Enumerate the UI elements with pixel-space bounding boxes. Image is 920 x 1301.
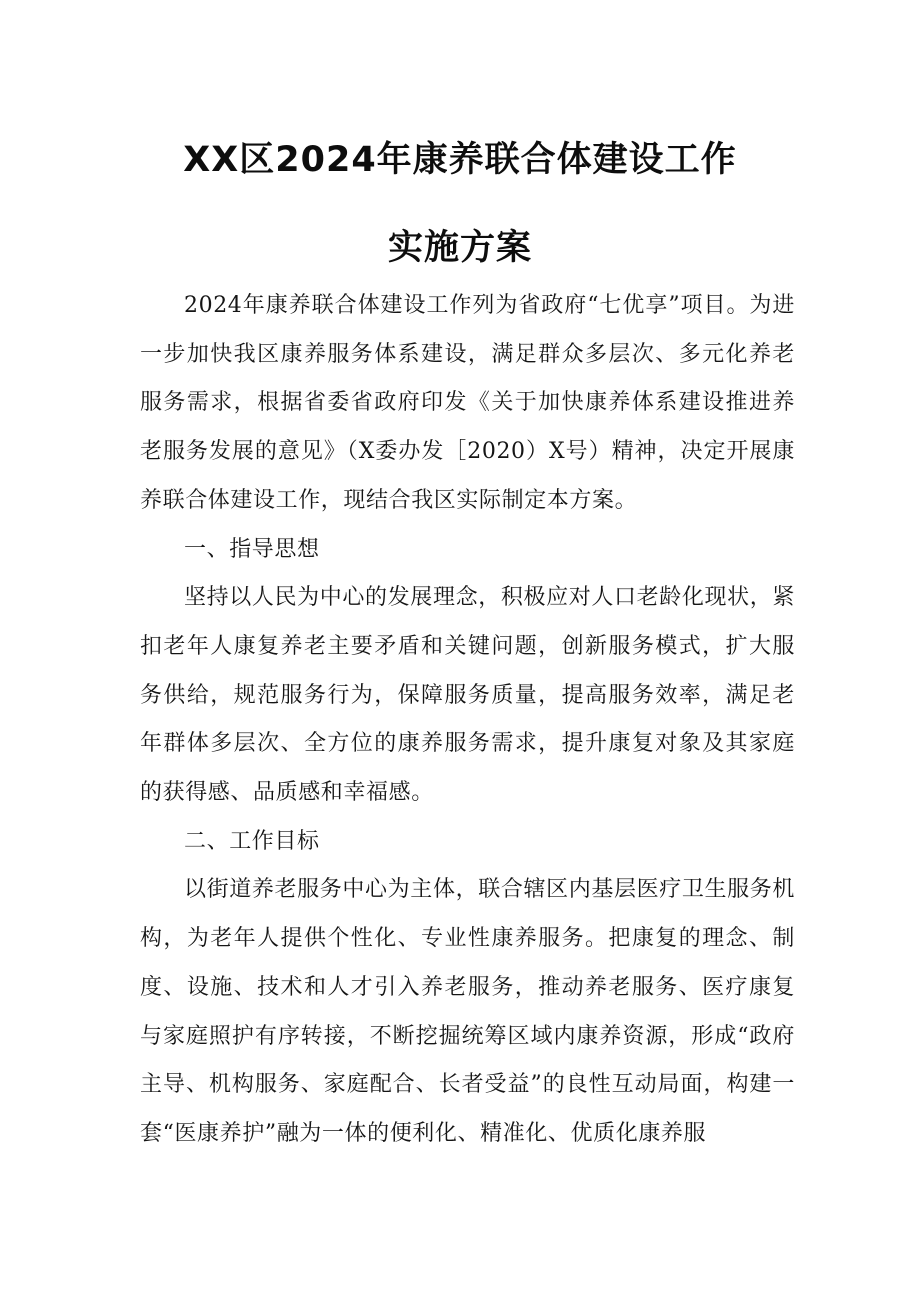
document-title-line-2: 实施方案 (387, 228, 532, 268)
section-paragraph-work-goals: 以街道养老服务中心为主体，联合辖区内基层医疗卫生服务机构，为老年人提供个性化、专业性康养服务。把康复的理念、制度、设施、技术和人才引入养老服务，推动养老服务、医疗康复与家庭照护有序转接，不断挖掘统筹区域内康养资源，形成“政府主导、机构服务、家庭配合、长者受益”的良性互动局面，构建一套“医康养护”融为一体的便利化、精准化、优质化康养服 (140, 877, 795, 1146)
document-body (140, 282, 795, 1159)
intro-paragraph: 2024年康养联合体建设工作列为省政府“七优享”项目。为进一步加快我区康养服务体系建设，满足群众多层次、多元化养老服务需求，根据省委省政府印发《关于加快康养体系建设推进养老服务发展的意见》（X委办发［2020）X号）精神，决定开展康养联合体建设工作，现结合我区实际制定本方案。 (140, 293, 795, 513)
section-heading-work-goals: 二、工作目标 (184, 828, 320, 854)
section-paragraph-guiding-ideology: 坚持以人民为中心的发展理念，积极应对人口老龄化现状，紧扣老年人康复养老主要矛盾和关键问题，创新服务模式，扩大服务供给，规范服务行为，保障服务质量，提高服务效率，满足老年群体多层次、全方位的康养服务需求，提升康复对象及其家庭的获得感、品质感和幸福感。 (140, 585, 795, 806)
section-heading-guiding-ideology: 一、指导思想 (184, 536, 320, 562)
document-title-line-1: XX区2024年康养联合体建设工作 (183, 140, 737, 180)
